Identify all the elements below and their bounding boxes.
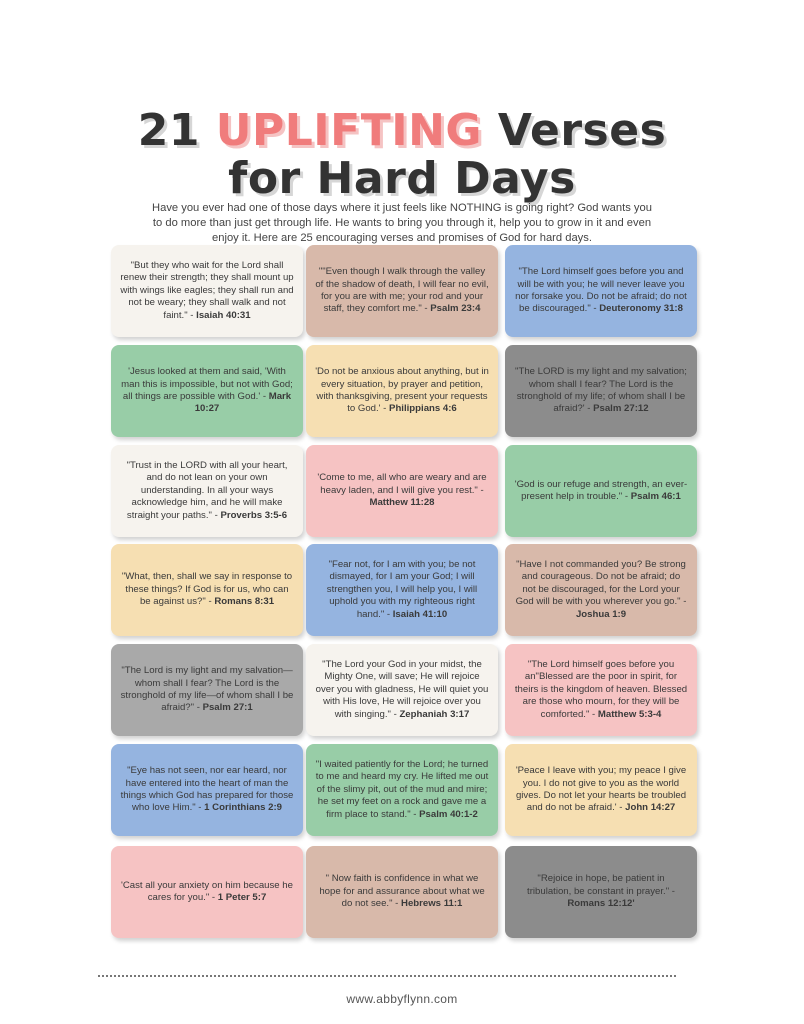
verse-text: "The Lord is my light and my salvation—whom shall I fear? The Lord is the stronghold of my life—of whom shall I be afraid?" - [120, 665, 294, 714]
verse-text: "Trust in the LORD with all your heart, and do not lean on your own understanding. In all your ways acknowledge him, and he will make straight your paths." - [126, 459, 288, 521]
verse-card [111, 644, 303, 736]
page-title [0, 107, 804, 203]
verse-reference: Zephaniah 3:17 [399, 708, 470, 720]
verse-card [505, 644, 697, 736]
verse-content [120, 765, 294, 815]
verse-text: "The LORD is my light and my salvation; whom shall I fear? The Lord is the stronghold of my life; of whom shall I be afraid?' - [515, 366, 687, 415]
verse-text: "Rejoice in hope, be patient in tribulation, be constant in prayer." - [527, 873, 675, 897]
verse-text: "Have I not commanded you? Be strong and courageous. Do not be afraid; do not be discouraged, for the Lord your God will be with you wherever you go." - [515, 558, 687, 608]
verse-reference: Deuteronomy 31:8 [599, 303, 683, 315]
verse-content [514, 366, 688, 416]
verse-reference: Matthew 5:3-4 [597, 708, 662, 720]
verse-text: "But they who wait for the Lord shall renew their strength; they shall mount up with wings like eagles; they shall run and not be weary; they shall walk and not faint." - [120, 259, 294, 321]
verse-text: "I waited patiently for the Lord; he turned to me and heard my cry. He lifted me out of the slimy pit, out of the mud and mire; he set my feet on a rock and gave me a firm place to stand." - [315, 758, 489, 820]
verse-card [505, 846, 697, 938]
verse-reference: Isaiah 40:31 [196, 309, 251, 321]
verse-content [514, 266, 688, 316]
verse-reference: Psalm 27:12 [593, 403, 649, 415]
title-rest: Verses [497, 105, 667, 157]
verse-content [514, 873, 688, 910]
verse-text: "The Lord himself goes before you and will be with you; he will never leave you nor forsake you. Do not be afraid; do not be discouraged." - [515, 266, 687, 315]
verse-reference: Hebrews 11:1 [401, 898, 463, 910]
verse-content [315, 266, 489, 316]
verse-content [120, 366, 294, 416]
verse-card [111, 345, 303, 437]
verse-text: 'Come to me, all who are weary and are heavy laden, and I will give you rest." - [317, 472, 487, 496]
verse-text: "The Lord himself goes before you an"Blessed are the poor in spirit, for theirs is the kingdom of heaven. Blessed are those who mourn, for they will be comforted." - [514, 658, 688, 720]
verse-text: ""Even though I walk through the valley of the shadow of death, I will fear no evil, for you are with me; your rod and your staff, they comfort me." - [315, 266, 489, 315]
verse-content [120, 460, 294, 522]
verse-text: "Fear not, for I am with you; be not dismayed, for I am your God; I will strengthen you, I will help you, I will uphold you with my righteous right hand." - [326, 558, 478, 620]
title-line-2: for Hard Days [228, 153, 576, 205]
verse-text: "What, then, shall we say in response to these things? If God is for us, who can be against us?" - [121, 571, 293, 608]
verse-content [315, 366, 489, 416]
verse-text: "Eye has not seen, nor ear heard, nor have entered into the heart of man the things which God has prepared for those who love Him." - [120, 765, 294, 814]
verse-reference: Philippians 4:6 [389, 403, 457, 415]
verse-content [120, 260, 294, 322]
verse-card [306, 445, 498, 537]
verse-content [120, 665, 294, 715]
verse-content [514, 559, 688, 621]
footer-website: www.abbyflynn.com [346, 992, 458, 1006]
verse-content [120, 880, 294, 905]
verse-reference: 1 Peter 5:7 [217, 892, 267, 903]
title-line-1 [0, 107, 804, 155]
verse-card [111, 846, 303, 938]
verse-card [306, 345, 498, 437]
verse-card [505, 245, 697, 337]
verse-text: 'Jesus looked at them and said, 'With man this is impossible, but not with God; all things are possible with God.' - [121, 366, 293, 402]
verse-text: "The Lord your God in your midst, the Mighty One, will save; He will rejoice over you with gladness, He will quiet you with His love, He will rejoice over you with singing." - [315, 658, 489, 720]
verse-content [514, 479, 688, 504]
verse-reference: Matthew 11:28 [369, 497, 435, 509]
title-highlight: UPLIFTING [215, 105, 483, 157]
verse-card [306, 245, 498, 337]
verse-content [120, 571, 294, 608]
verse-card [111, 744, 303, 836]
verse-reference: Psalm 27:1 [202, 702, 253, 714]
verse-reference: Proverbs 3:5-6 [220, 509, 288, 521]
verse-content [315, 873, 489, 910]
verse-reference: Romans 8:31 [214, 596, 275, 608]
verse-content [315, 659, 489, 721]
verse-text: 'Peace I leave with you; my peace I give you. I do not give to you as the world gives. Do not let your hearts be troubled and do not be afraid.' - [515, 765, 687, 814]
intro-paragraph: Have you ever had one of those days where it just feels like NOTHING is going right? God wants you to do more than just get through life. He wants to bring you through it, help you to grow in it and even enjoy it. Here are 25 encouraging verses and promises of God for hard days. [152, 202, 652, 245]
verse-content [514, 765, 688, 815]
verse-text: " Now faith is confidence in what we hope for and assurance about what we do not see." - [319, 873, 485, 910]
verse-card [505, 544, 697, 636]
verse-content [514, 659, 688, 721]
verse-reference: John 14:27 [625, 802, 676, 814]
verse-card [111, 544, 303, 636]
verse-card [306, 744, 498, 836]
verse-reference: Psalm 46:1 [630, 491, 681, 502]
verse-text: 'God is our refuge and strength, an ever-present help in trouble." - [514, 478, 688, 502]
verse-reference: Isaiah 41:10 [392, 608, 448, 620]
verse-reference: Psalm 23:4 [430, 303, 481, 315]
footer-divider [98, 975, 676, 977]
verse-reference: Romans 12:12' [567, 898, 635, 910]
title-number: 21 [137, 105, 200, 157]
verse-content [315, 472, 489, 509]
verse-card [505, 744, 697, 836]
verse-card [306, 644, 498, 736]
verse-content [315, 559, 489, 621]
verse-card [306, 846, 498, 938]
verse-reference: Joshua 1:9 [575, 608, 627, 620]
verse-reference: Mark 10:27 [194, 391, 292, 415]
verse-card [111, 245, 303, 337]
verse-reference: 1 Corinthians 2:9 [204, 802, 283, 814]
verse-card [505, 345, 697, 437]
verse-content [315, 759, 489, 821]
verse-text: 'Do not be anxious about anything, but in every situation, by prayer and petition, with thanksgiving, present your requests to God.' - [315, 366, 489, 415]
verse-card [505, 445, 697, 537]
verse-card [306, 544, 498, 636]
verse-text: 'Cast all your anxiety on him because he cares for you." - [121, 879, 293, 903]
verse-card [111, 445, 303, 537]
verse-reference: Psalm 40:1-2 [419, 808, 478, 820]
